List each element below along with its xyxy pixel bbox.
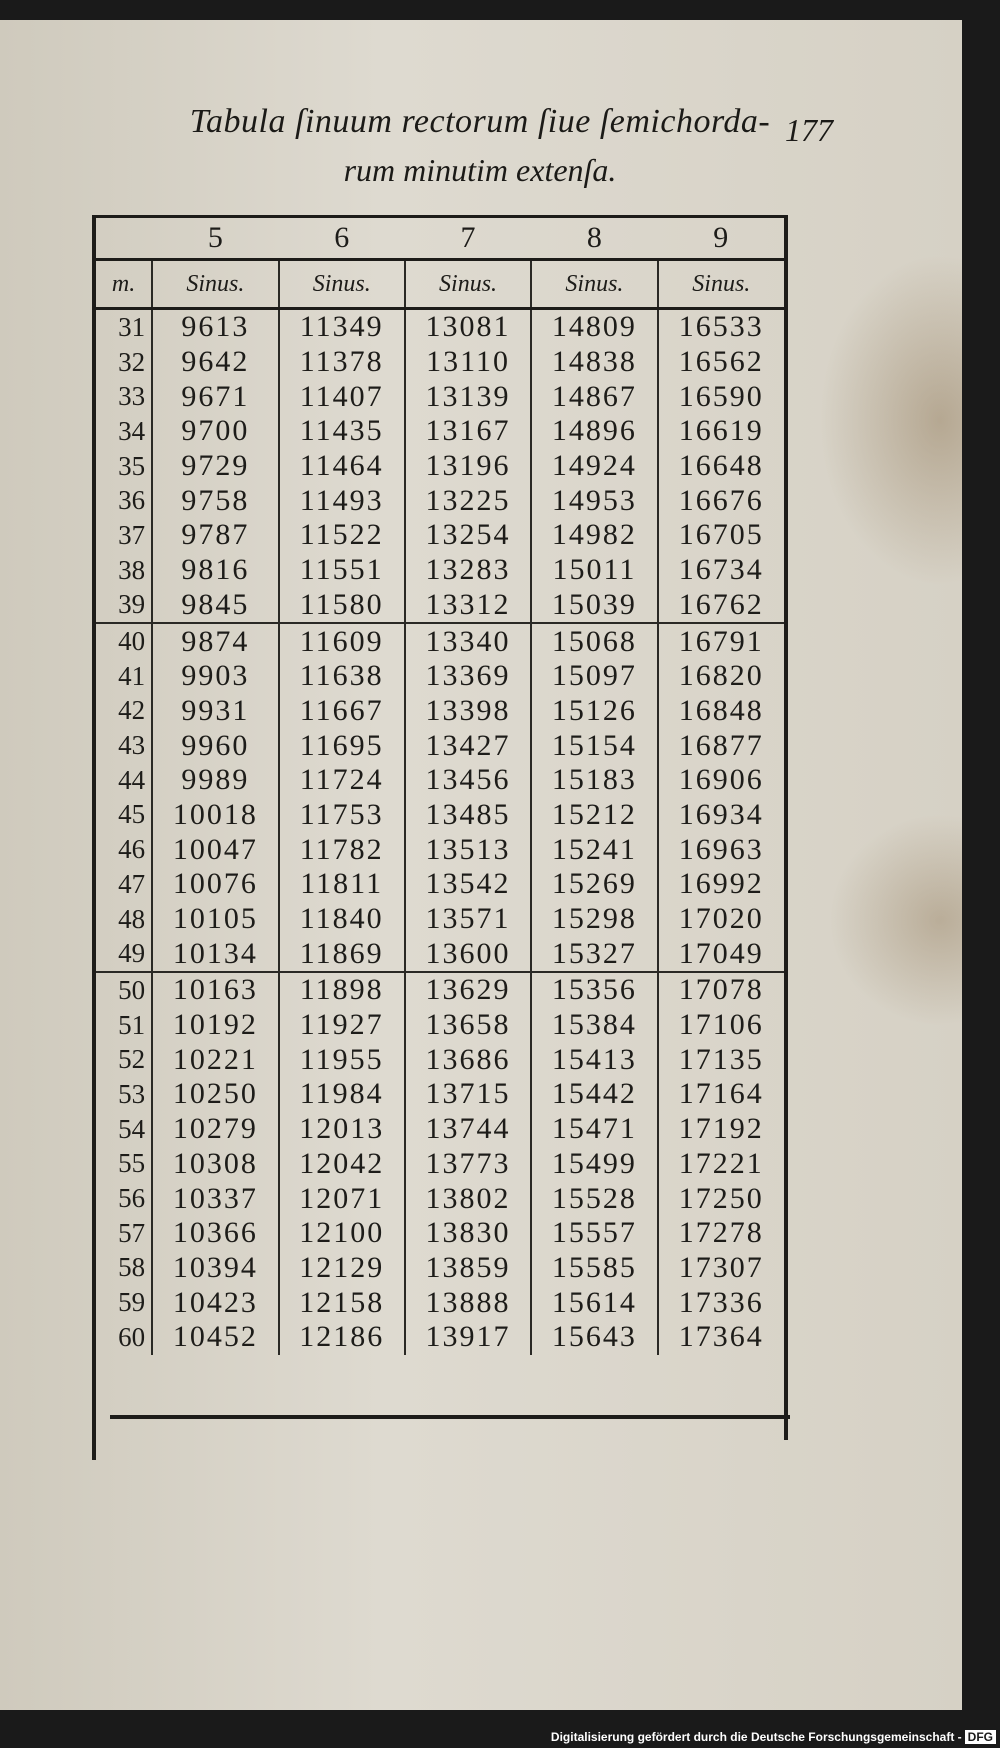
minute-cell: 39 <box>96 588 152 624</box>
sinus-value-cell: 11695 <box>279 728 405 763</box>
table-row <box>96 345 784 380</box>
sinus-value-cell: 17336 <box>678 1285 764 1319</box>
sinus-value-cell: 17364 <box>678 1320 764 1354</box>
minute-cell: 60 <box>96 1320 152 1355</box>
sinus-value-cell: 17106 <box>678 1008 764 1042</box>
sinus-value-cell: 13139 <box>405 379 531 414</box>
table-row <box>96 449 784 484</box>
sinus-value-cell: 16676 <box>678 483 764 517</box>
sinus-value-cell: 11464 <box>279 449 405 484</box>
sinus-value-cell: 11898 <box>279 972 405 1008</box>
dfg-logo: DFG <box>965 1730 996 1744</box>
table-row <box>96 1042 784 1077</box>
sinus-value-cell: 11493 <box>279 483 405 518</box>
sinus-value-cell: 14838 <box>531 345 657 380</box>
sinus-value-cell: 11840 <box>279 902 405 937</box>
table-body <box>96 309 784 1355</box>
sinus-value-cell: 9816 <box>152 553 278 588</box>
sinus-value-cell: 12158 <box>279 1285 405 1320</box>
credit-text: Digitalisierung gefördert durch die Deutsche Forschungsgemeinschaft - <box>550 1730 962 1744</box>
sinus-value-cell: 15212 <box>531 798 657 833</box>
sinus-value-cell: 13110 <box>405 345 531 380</box>
sinus-value-cell: 13542 <box>405 867 531 902</box>
sinus-value-cell: 17221 <box>678 1146 764 1180</box>
sinus-value-cell: 15269 <box>531 867 657 902</box>
table-row <box>96 553 784 588</box>
sinus-value-cell: 15643 <box>531 1320 657 1355</box>
minute-cell: 51 <box>96 1008 152 1043</box>
sinus-value-cell: 13340 <box>405 623 531 659</box>
minute-cell: 49 <box>96 936 152 972</box>
degree-header: 9 <box>658 217 784 260</box>
sinus-value-cell: 11522 <box>279 518 405 553</box>
sinus-value-cell: 13254 <box>405 518 531 553</box>
page-number: 177 <box>785 112 833 148</box>
sinus-value-cell: 15011 <box>531 553 657 588</box>
table-row <box>96 1077 784 1112</box>
sinus-value-cell: 16562 <box>678 345 764 379</box>
sinus-value-cell: 16619 <box>678 414 764 448</box>
degree-header-row <box>96 217 784 260</box>
sinus-value-cell: 15499 <box>531 1147 657 1182</box>
table-row <box>96 1112 784 1147</box>
sinus-value-cell: 11955 <box>279 1042 405 1077</box>
sinus-value-cell: 16791 <box>678 624 764 658</box>
sinus-value-cell: 10105 <box>152 902 278 937</box>
table-row <box>96 936 784 972</box>
sinus-value-cell: 10192 <box>152 1008 278 1043</box>
sinus-value-cell: 9931 <box>152 694 278 729</box>
degree-header: 5 <box>152 217 278 260</box>
table-row <box>96 659 784 694</box>
minute-cell: 31 <box>96 309 152 345</box>
minute-cell: 44 <box>96 763 152 798</box>
minute-cell: 54 <box>96 1112 152 1147</box>
sinus-value-cell: 11927 <box>279 1008 405 1043</box>
sinus-value-cell: 9989 <box>152 763 278 798</box>
sinus-value-cell: 9845 <box>152 588 278 624</box>
sinus-value-cell: 16533 <box>678 310 764 344</box>
minute-cell: 32 <box>96 345 152 380</box>
sinus-value-cell: 13802 <box>405 1181 531 1216</box>
sinus-value-cell: 9787 <box>152 518 278 553</box>
sinus-value-cell: 13917 <box>405 1320 531 1355</box>
degree-header: 8 <box>531 217 657 260</box>
sinus-column-label: Sinus. <box>279 260 405 309</box>
sinus-value-cell: 16705 <box>678 518 764 552</box>
sinus-value-cell: 13715 <box>405 1077 531 1112</box>
sinus-value-cell: 14809 <box>531 309 657 345</box>
table-row <box>96 763 784 798</box>
sinus-column-label: Sinus. <box>658 260 784 309</box>
minute-cell: 53 <box>96 1077 152 1112</box>
minute-cell: 48 <box>96 902 152 937</box>
sinus-value-cell: 10452 <box>152 1320 278 1355</box>
table-row <box>96 1320 784 1355</box>
sinus-value-cell: 12071 <box>279 1181 405 1216</box>
degree-header: 6 <box>279 217 405 260</box>
sinus-value-cell: 13571 <box>405 902 531 937</box>
sinus-value-cell: 17192 <box>678 1112 764 1146</box>
degree-header-blank <box>96 217 152 260</box>
sinus-value-cell: 10047 <box>152 832 278 867</box>
sinus-value-cell: 9758 <box>152 483 278 518</box>
sinus-value-cell: 13369 <box>405 659 531 694</box>
minute-cell: 52 <box>96 1042 152 1077</box>
sinus-value-cell: 16877 <box>678 728 764 762</box>
sinus-value-cell: 11869 <box>279 936 405 972</box>
sinus-value-cell: 11378 <box>279 345 405 380</box>
minute-cell: 36 <box>96 483 152 518</box>
minute-cell: 34 <box>96 414 152 449</box>
sinus-value-cell: 15413 <box>531 1042 657 1077</box>
sinus-value-cell: 14924 <box>531 449 657 484</box>
sinus-value-cell: 10423 <box>152 1285 278 1320</box>
minute-cell: 57 <box>96 1216 152 1251</box>
sinus-value-cell: 10134 <box>152 936 278 972</box>
sinus-value-cell: 9729 <box>152 449 278 484</box>
sinus-value-cell: 11551 <box>279 553 405 588</box>
sinus-value-cell: 17049 <box>658 936 784 972</box>
table-row <box>96 518 784 553</box>
table-row <box>96 1285 784 1320</box>
sinus-value-cell: 13773 <box>405 1147 531 1182</box>
table-bottom-rule <box>110 1415 790 1419</box>
sinus-value-cell: 13830 <box>405 1216 531 1251</box>
sinus-value-cell: 14867 <box>531 379 657 414</box>
sinus-value-cell: 13312 <box>405 588 531 624</box>
sinus-value-cell: 15528 <box>531 1181 657 1216</box>
minute-cell: 47 <box>96 867 152 902</box>
sinus-value-cell: 15442 <box>531 1077 657 1112</box>
sinus-value-cell: 11638 <box>279 659 405 694</box>
sinus-value-cell: 12100 <box>279 1216 405 1251</box>
table-frame-right <box>784 215 788 1440</box>
sinus-value-cell: 10163 <box>152 972 278 1008</box>
sinus-value-cell: 13456 <box>405 763 531 798</box>
table-row <box>96 832 784 867</box>
table-row <box>96 867 784 902</box>
table-row <box>96 1147 784 1182</box>
table-row <box>96 588 784 624</box>
minute-cell: 43 <box>96 728 152 763</box>
sinus-value-cell: 16648 <box>678 449 764 483</box>
minute-cell: 45 <box>96 798 152 833</box>
sinus-value-cell: 10221 <box>152 1042 278 1077</box>
sinus-value-cell: 17278 <box>678 1216 764 1250</box>
sinus-value-cell: 13485 <box>405 798 531 833</box>
sinus-value-cell: 13427 <box>405 728 531 763</box>
table-row <box>96 694 784 729</box>
sinus-value-cell: 13629 <box>405 972 531 1008</box>
sinus-value-cell: 15154 <box>531 728 657 763</box>
sinus-value-cell: 15097 <box>531 659 657 694</box>
sinus-value-cell: 13167 <box>405 414 531 449</box>
sinus-value-cell: 13225 <box>405 483 531 518</box>
title-line-1: Tabula ſinuum rectorum ſiue ſemichorda- <box>189 103 771 140</box>
sinus-value-cell: 16848 <box>678 693 764 727</box>
sinus-value-cell: 9874 <box>152 623 278 659</box>
minute-cell: 56 <box>96 1181 152 1216</box>
minute-cell: 55 <box>96 1147 152 1182</box>
table-row <box>96 1008 784 1043</box>
sinus-value-cell: 12042 <box>279 1147 405 1182</box>
sinus-value-cell: 17078 <box>678 973 764 1007</box>
digitization-credit <box>551 1730 996 1744</box>
minute-cell: 37 <box>96 518 152 553</box>
sinus-value-cell: 15614 <box>531 1285 657 1320</box>
table-row <box>96 309 784 345</box>
sinus-value-cell: 11724 <box>279 763 405 798</box>
sinus-value-cell: 17020 <box>678 902 764 936</box>
sinus-value-cell: 11984 <box>279 1077 405 1112</box>
sinus-value-cell: 15039 <box>531 588 657 624</box>
sinus-value-cell: 13600 <box>405 936 531 972</box>
sinus-value-cell: 11667 <box>279 694 405 729</box>
minute-cell: 59 <box>96 1285 152 1320</box>
sinus-value-cell: 12013 <box>279 1112 405 1147</box>
minute-cell: 33 <box>96 379 152 414</box>
sinus-value-cell: 11753 <box>279 798 405 833</box>
sinus-value-cell: 14953 <box>531 483 657 518</box>
sinus-value-cell: 13686 <box>405 1042 531 1077</box>
sinus-value-cell: 9903 <box>152 659 278 694</box>
sinus-value-cell: 15183 <box>531 763 657 798</box>
table-row <box>96 414 784 449</box>
minute-cell: 46 <box>96 832 152 867</box>
sinus-value-cell: 10250 <box>152 1077 278 1112</box>
sinus-value-cell: 11580 <box>279 588 405 624</box>
sinus-value-cell: 15327 <box>531 936 657 972</box>
sinus-value-cell: 12129 <box>279 1251 405 1286</box>
sinus-value-cell: 15384 <box>531 1008 657 1043</box>
sinus-value-cell: 17164 <box>678 1077 764 1111</box>
table-row <box>96 972 784 1008</box>
sinus-value-cell: 14896 <box>531 414 657 449</box>
book-page <box>0 20 962 1710</box>
table-row <box>96 623 784 659</box>
sinus-value-cell: 11435 <box>279 414 405 449</box>
sinus-value-cell: 9613 <box>152 309 278 345</box>
minute-cell: 38 <box>96 553 152 588</box>
sinus-value-cell: 11407 <box>279 379 405 414</box>
sinus-value-cell: 16992 <box>678 867 764 901</box>
minute-cell: 35 <box>96 449 152 484</box>
sinus-value-cell: 10308 <box>152 1147 278 1182</box>
sinus-value-cell: 16762 <box>658 588 784 624</box>
minute-cell: 50 <box>96 972 152 1008</box>
sinus-value-cell: 14982 <box>531 518 657 553</box>
sinus-value-cell: 10337 <box>152 1181 278 1216</box>
sinus-value-cell: 16906 <box>678 763 764 797</box>
sinus-value-cell: 16963 <box>678 832 764 866</box>
sinus-value-cell: 13283 <box>405 553 531 588</box>
sinus-value-cell: 10076 <box>152 867 278 902</box>
sinus-value-cell: 15585 <box>531 1251 657 1286</box>
sinus-value-cell: 15356 <box>531 972 657 1008</box>
table-row <box>96 728 784 763</box>
sinus-value-cell: 15471 <box>531 1112 657 1147</box>
sinus-value-cell: 13859 <box>405 1251 531 1286</box>
sinus-value-cell: 10279 <box>152 1112 278 1147</box>
sinus-value-cell: 10018 <box>152 798 278 833</box>
sinus-value-cell: 11811 <box>279 867 405 902</box>
sinus-value-cell: 9671 <box>152 379 278 414</box>
degree-header: 7 <box>405 217 531 260</box>
sinus-value-cell: 15126 <box>531 694 657 729</box>
sinus-value-cell: 12186 <box>279 1320 405 1355</box>
table-row <box>96 902 784 937</box>
sinus-column-label: Sinus. <box>152 260 278 309</box>
minute-cell: 40 <box>96 623 152 659</box>
sinus-value-cell: 15298 <box>531 902 657 937</box>
sinus-value-cell: 13081 <box>405 309 531 345</box>
column-label-row <box>96 260 784 309</box>
table-row <box>96 483 784 518</box>
sine-table-wrapper <box>68 215 788 1425</box>
page-header <box>100 98 860 194</box>
table-row <box>96 379 784 414</box>
table-row <box>96 798 784 833</box>
sinus-value-cell: 13513 <box>405 832 531 867</box>
sinus-value-cell: 13196 <box>405 449 531 484</box>
sinus-value-cell: 9700 <box>152 414 278 449</box>
sinus-value-cell: 11349 <box>279 309 405 345</box>
sinus-value-cell: 13398 <box>405 694 531 729</box>
sinus-value-cell: 13744 <box>405 1112 531 1147</box>
minute-cell: 58 <box>96 1251 152 1286</box>
sinus-value-cell: 15241 <box>531 832 657 867</box>
sinus-value-cell: 13888 <box>405 1285 531 1320</box>
sinus-value-cell: 17250 <box>678 1181 764 1215</box>
sinus-value-cell: 10394 <box>152 1251 278 1286</box>
sinus-column-label: Sinus. <box>405 260 531 309</box>
sinus-value-cell: 17307 <box>678 1250 764 1284</box>
table-row <box>96 1216 784 1251</box>
sinus-value-cell: 16820 <box>678 659 764 693</box>
sinus-value-cell: 15068 <box>531 623 657 659</box>
title-line-2: rum minutim extenſa. <box>343 152 617 188</box>
sinus-value-cell: 16734 <box>678 553 764 587</box>
sine-table <box>96 215 784 1355</box>
table-row <box>96 1251 784 1286</box>
sinus-value-cell: 11782 <box>279 832 405 867</box>
minute-cell: 42 <box>96 694 152 729</box>
sinus-value-cell: 16934 <box>678 797 764 831</box>
sinus-value-cell: 16590 <box>678 379 764 413</box>
sinus-value-cell: 9642 <box>152 345 278 380</box>
minute-column-label: m. <box>96 260 152 309</box>
sinus-value-cell: 15557 <box>531 1216 657 1251</box>
minute-cell: 41 <box>96 659 152 694</box>
sinus-value-cell: 11609 <box>279 623 405 659</box>
sinus-value-cell: 13658 <box>405 1008 531 1043</box>
sinus-value-cell: 10366 <box>152 1216 278 1251</box>
table-row <box>96 1181 784 1216</box>
sinus-value-cell: 9960 <box>152 728 278 763</box>
sinus-value-cell: 17135 <box>678 1042 764 1076</box>
sinus-column-label: Sinus. <box>531 260 657 309</box>
